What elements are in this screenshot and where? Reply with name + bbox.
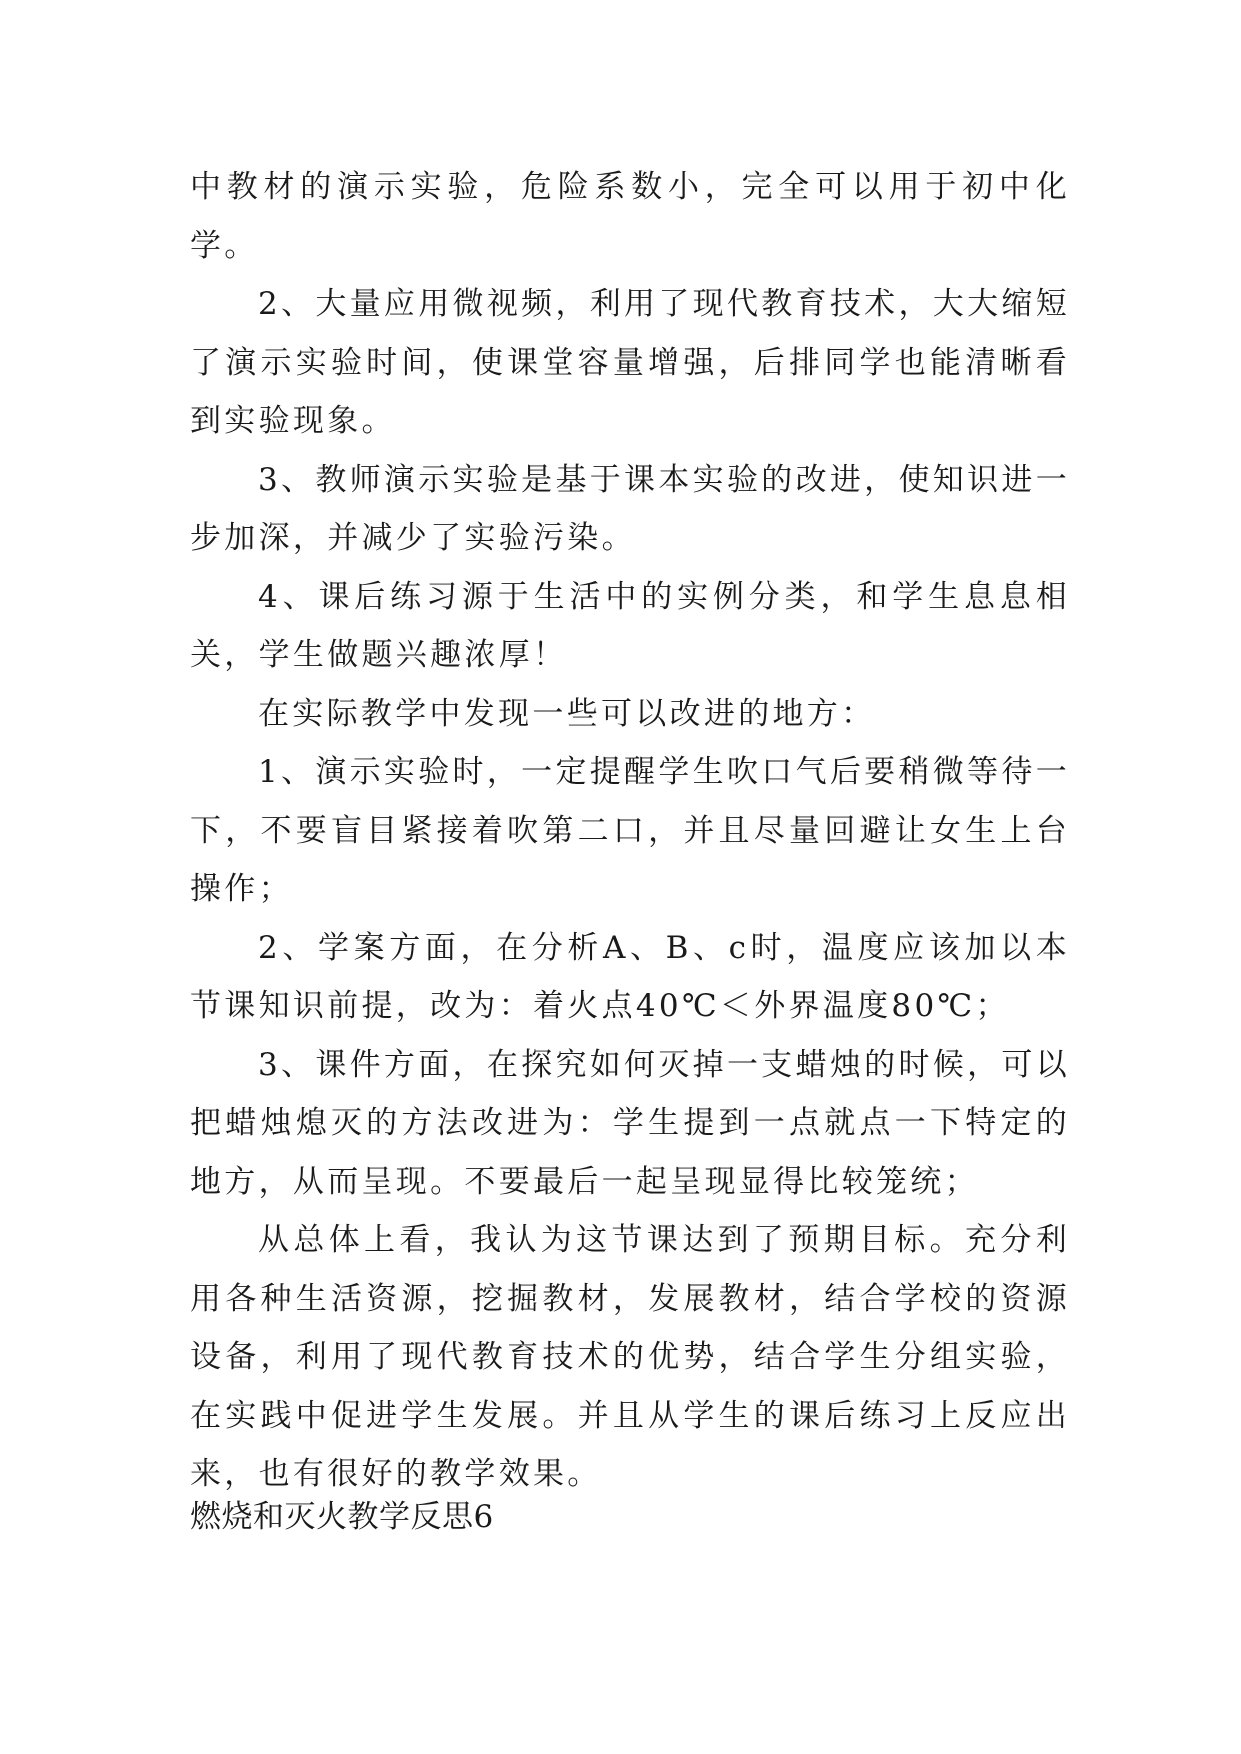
body-text [190,158,1070,1504]
paragraph-continuation: 中教材的演示实验，危险系数小，完全可以用于初中化学。 [190,169,1070,264]
paragraph-improvement-2: 2、学案方面，在分析A、B、c时，温度应该加以本节课知识前提，改为：着火点40℃＜外界温度80℃； [190,929,1070,1024]
paragraph-improvement-1: 1、演示实验时，一定提醒学生吹口气后要稍微等待一下，不要盲目紧接着吹第二口，并且尽量回避让女生上台操作； [190,754,1070,907]
paragraph-conclusion: 从总体上看，我认为这节课达到了预期目标。充分利用各种生活资源，挖掘教材，发展教材，结合学校的资源设备，利用了现代教育技术的优势，结合学生分组实验，在实践中促进学生发展。并且从学生的课后练习上反应出来，也有很好的教学效果。 [190,1222,1070,1492]
section-heading: 燃烧和灭火教学反思6 [190,1499,494,1535]
paragraph-point-3-demo-improvement: 3、教师演示实验是基于课本实验的改进，使知识进一步加深，并减少了实验污染。 [190,461,1070,556]
paragraph-point-4-exercises: 4、课后练习源于生活中的实例分类，和学生息息相关，学生做题兴趣浓厚！ [190,578,1070,673]
paragraph-improvements-intro: 在实际教学中发现一些可以改进的地方： [258,695,876,732]
paragraph-point-2-microvideo: 2、大量应用微视频，利用了现代教育技术，大大缩短了演示实验时间，使课堂容量增强，后排同学也能清晰看到实验现象。 [190,286,1070,439]
paragraph-improvement-3: 3、课件方面，在探究如何灭掉一支蜡烛的时候，可以把蜡烛熄灭的方法改进为：学生提到一点就点一下特定的地方，从而呈现。不要最后一起呈现显得比较笼统； [190,1046,1070,1200]
